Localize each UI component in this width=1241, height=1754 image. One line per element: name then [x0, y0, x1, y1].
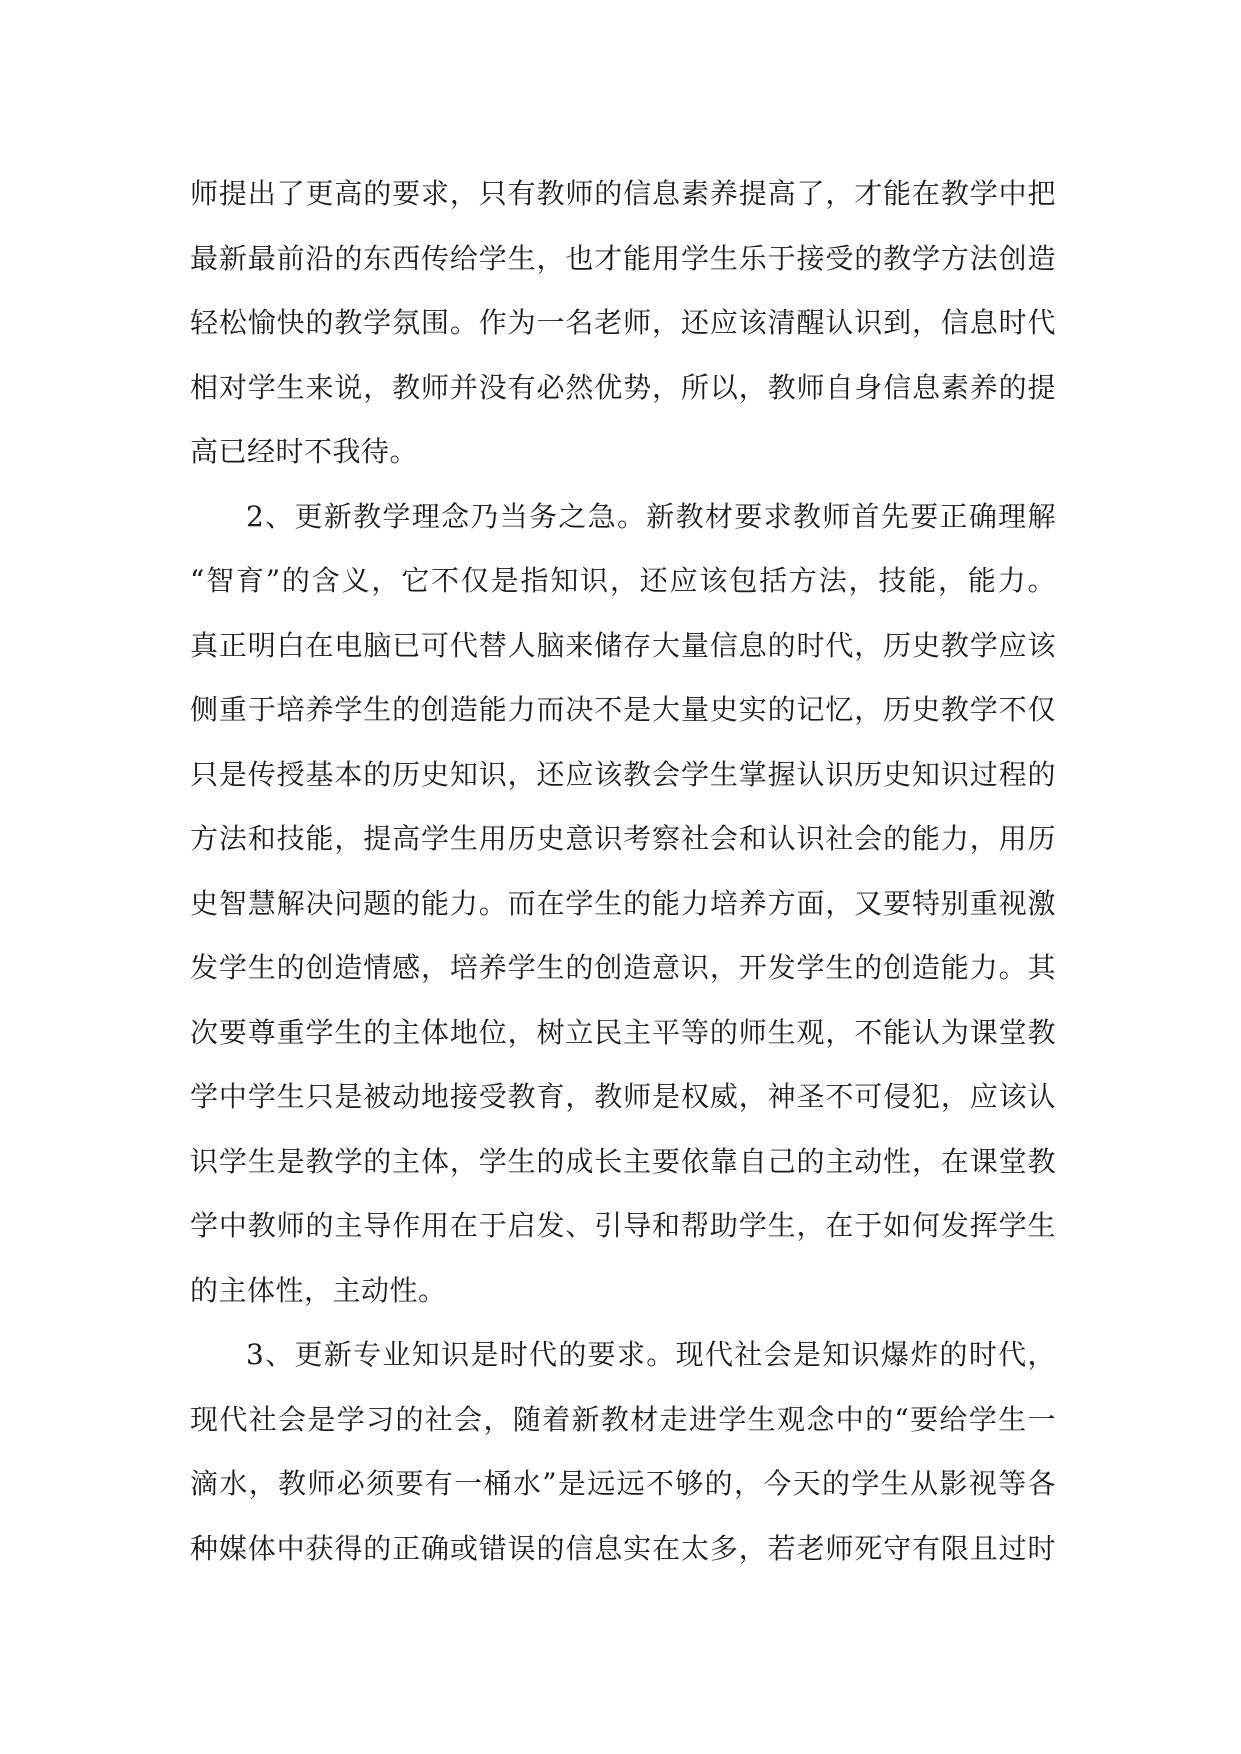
text-line: 只是传授基本的历史知识，还应该教会学生掌握认识历史知识过程的: [190, 757, 1056, 791]
text-line: 相对学生来说，教师并没有必然优势，所以，教师自身信息素养的提: [190, 370, 1056, 404]
paragraph-3: [190, 1323, 1056, 1581]
text-line: 3、更新专业知识是时代的要求。现代社会是知识爆炸的时代，: [246, 1338, 1056, 1371]
text-line: 方法和技能，提高学生用历史意识考察社会和认识社会的能力，用历: [190, 822, 1056, 855]
paragraph-2: [190, 485, 1056, 1324]
text-line: 学中教师的主导作用在于启发、引导和帮助学生，在于如何发挥学生: [190, 1209, 1056, 1242]
text-line: 种媒体中获得的正确或错误的信息实在太多，若老师死守有限且过时: [190, 1531, 1056, 1565]
body-text: [190, 162, 1056, 1581]
paragraph-1: [190, 162, 1056, 485]
text-line: 学中学生只是被动地接受教育，教师是权威，神圣不可侵犯，应该认: [190, 1080, 1056, 1113]
text-line: 侧重于培养学生的创造能力而决不是大量史实的记忆，历史教学不仅: [190, 693, 1056, 726]
text-line: 2、更新教学理念乃当务之急。新教材要求教师首先要正确理解: [246, 499, 1056, 533]
text-line: 识学生是教学的主体，学生的成长主要依靠自己的主动性，在课堂教: [190, 1144, 1056, 1178]
text-line: 次要尊重学生的主体地位，树立民主平等的师生观，不能认为课堂教: [190, 1015, 1056, 1049]
text-line: 现代社会是学习的社会，随着新教材走进学生观念中的“要给学生一: [190, 1402, 1056, 1436]
text-line: 滴水，教师必须要有一桶水”是远远不够的，今天的学生从影视等各: [190, 1467, 1056, 1500]
text-line: 轻松愉快的教学氛围。作为一名老师，还应该清醒认识到，信息时代: [190, 306, 1056, 339]
text-line: 的主体性，主动性。: [190, 1273, 447, 1307]
text-line: 史智慧解决问题的能力。而在学生的能力培养方面，又要特别重视激: [190, 886, 1056, 920]
text-line: 发学生的创造情感，培养学生的创造意识，开发学生的创造能力。其: [190, 951, 1056, 984]
text-line: “智育”的含义，它不仅是指知识，还应该包括方法，技能，能力。: [190, 564, 1056, 597]
text-line: 高已经时不我待。: [190, 435, 419, 468]
text-line: 师提出了更高的要求，只有教师的信息素养提高了，才能在教学中把: [190, 177, 1056, 210]
text-line: 最新最前沿的东西传给学生，也才能用学生乐于接受的教学方法创造: [190, 241, 1056, 275]
text-line: 真正明白在电脑已可代替人脑来储存大量信息的时代，历史教学应该: [190, 628, 1056, 662]
